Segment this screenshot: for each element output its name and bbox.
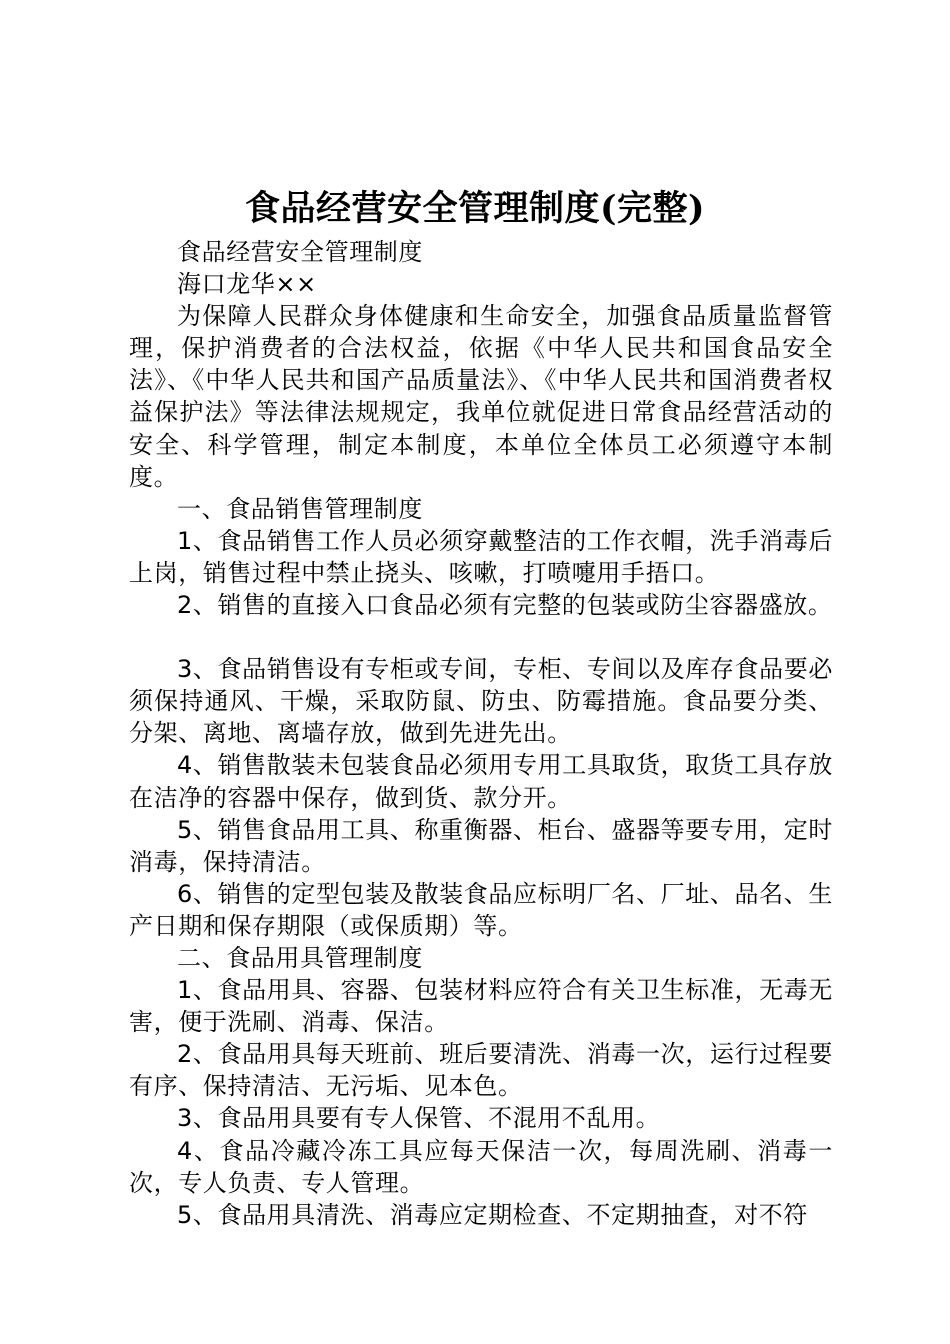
author-paragraph: 海口龙华××	[177, 270, 317, 299]
utensil-rule-2: 2、食品用具每天班前、班后要清洗、消毒一次，运行过程要有序、保持清洁、无污垢、见本色。	[129, 1040, 833, 1101]
sales-rule-6: 6、销售的定型包装及散装食品应标明厂名、厂址、品名、生产日期和保存期限（或保质期）等。	[129, 879, 833, 940]
utensil-rule-1: 1、食品用具、容器、包装材料应符合有关卫生标准，无毒无害，便于洗刷、消毒、保洁。	[129, 976, 833, 1037]
sales-rule-4: 4、销售散装未包装食品必须用专用工具取货，取货工具存放在洁净的容器中保存，做到货、款分开。	[129, 751, 833, 812]
section-heading-sales: 一、食品销售管理制度	[177, 494, 423, 523]
sales-rule-2: 2、销售的直接入口食品必须有完整的包装或防尘容器盛放。	[177, 591, 833, 620]
sales-rule-1: 1、食品销售工作人员必须穿戴整洁的工作衣帽，洗手消毒后上岗，销售过程中禁止挠头、咳嗽，打喷嚏用手捂口。	[129, 526, 833, 587]
intro-paragraph: 为保障人民群众身体健康和生命安全，加强食品质量监督管理，保护消费者的合法权益，依据《中华人民共和国食品安全法》、《中华人民共和国产品质量法》、《中华人民共和国消费者权益保护法》等法律法规规定，我单位就促进日常食品经营活动的安全、科学管理，制定本制度，本单位全体员工必须遵守本制度。	[129, 302, 833, 491]
sales-rule-3: 3、食品销售设有专柜或专间，专柜、专间以及库存食品要必须保持通风、干燥，采取防鼠、防虫、防霉措施。食品要分类、分架、离地、离墙存放，做到先进先出。	[129, 655, 833, 748]
utensil-rule-3: 3、食品用具要有专人保管、不混用不乱用。	[177, 1104, 661, 1133]
sales-rule-5: 5、销售食品用工具、称重衡器、柜台、盛器等要专用，定时消毒，保持清洁。	[129, 815, 833, 876]
section-heading-utensils: 二、食品用具管理制度	[177, 943, 423, 972]
subtitle-paragraph: 食品经营安全管理制度	[177, 238, 423, 266]
utensil-rule-5: 5、食品用具清洗、消毒应定期检查、不定期抽查，对不符	[177, 1200, 808, 1229]
document-body	[129, 236, 833, 1231]
utensil-rule-4: 4、食品冷藏冷冻工具应每天保洁一次，每周洗刷、消毒一次，专人负责、专人管理。	[129, 1136, 833, 1197]
document-title: 食品经营安全管理制度(完整)	[244, 188, 706, 229]
